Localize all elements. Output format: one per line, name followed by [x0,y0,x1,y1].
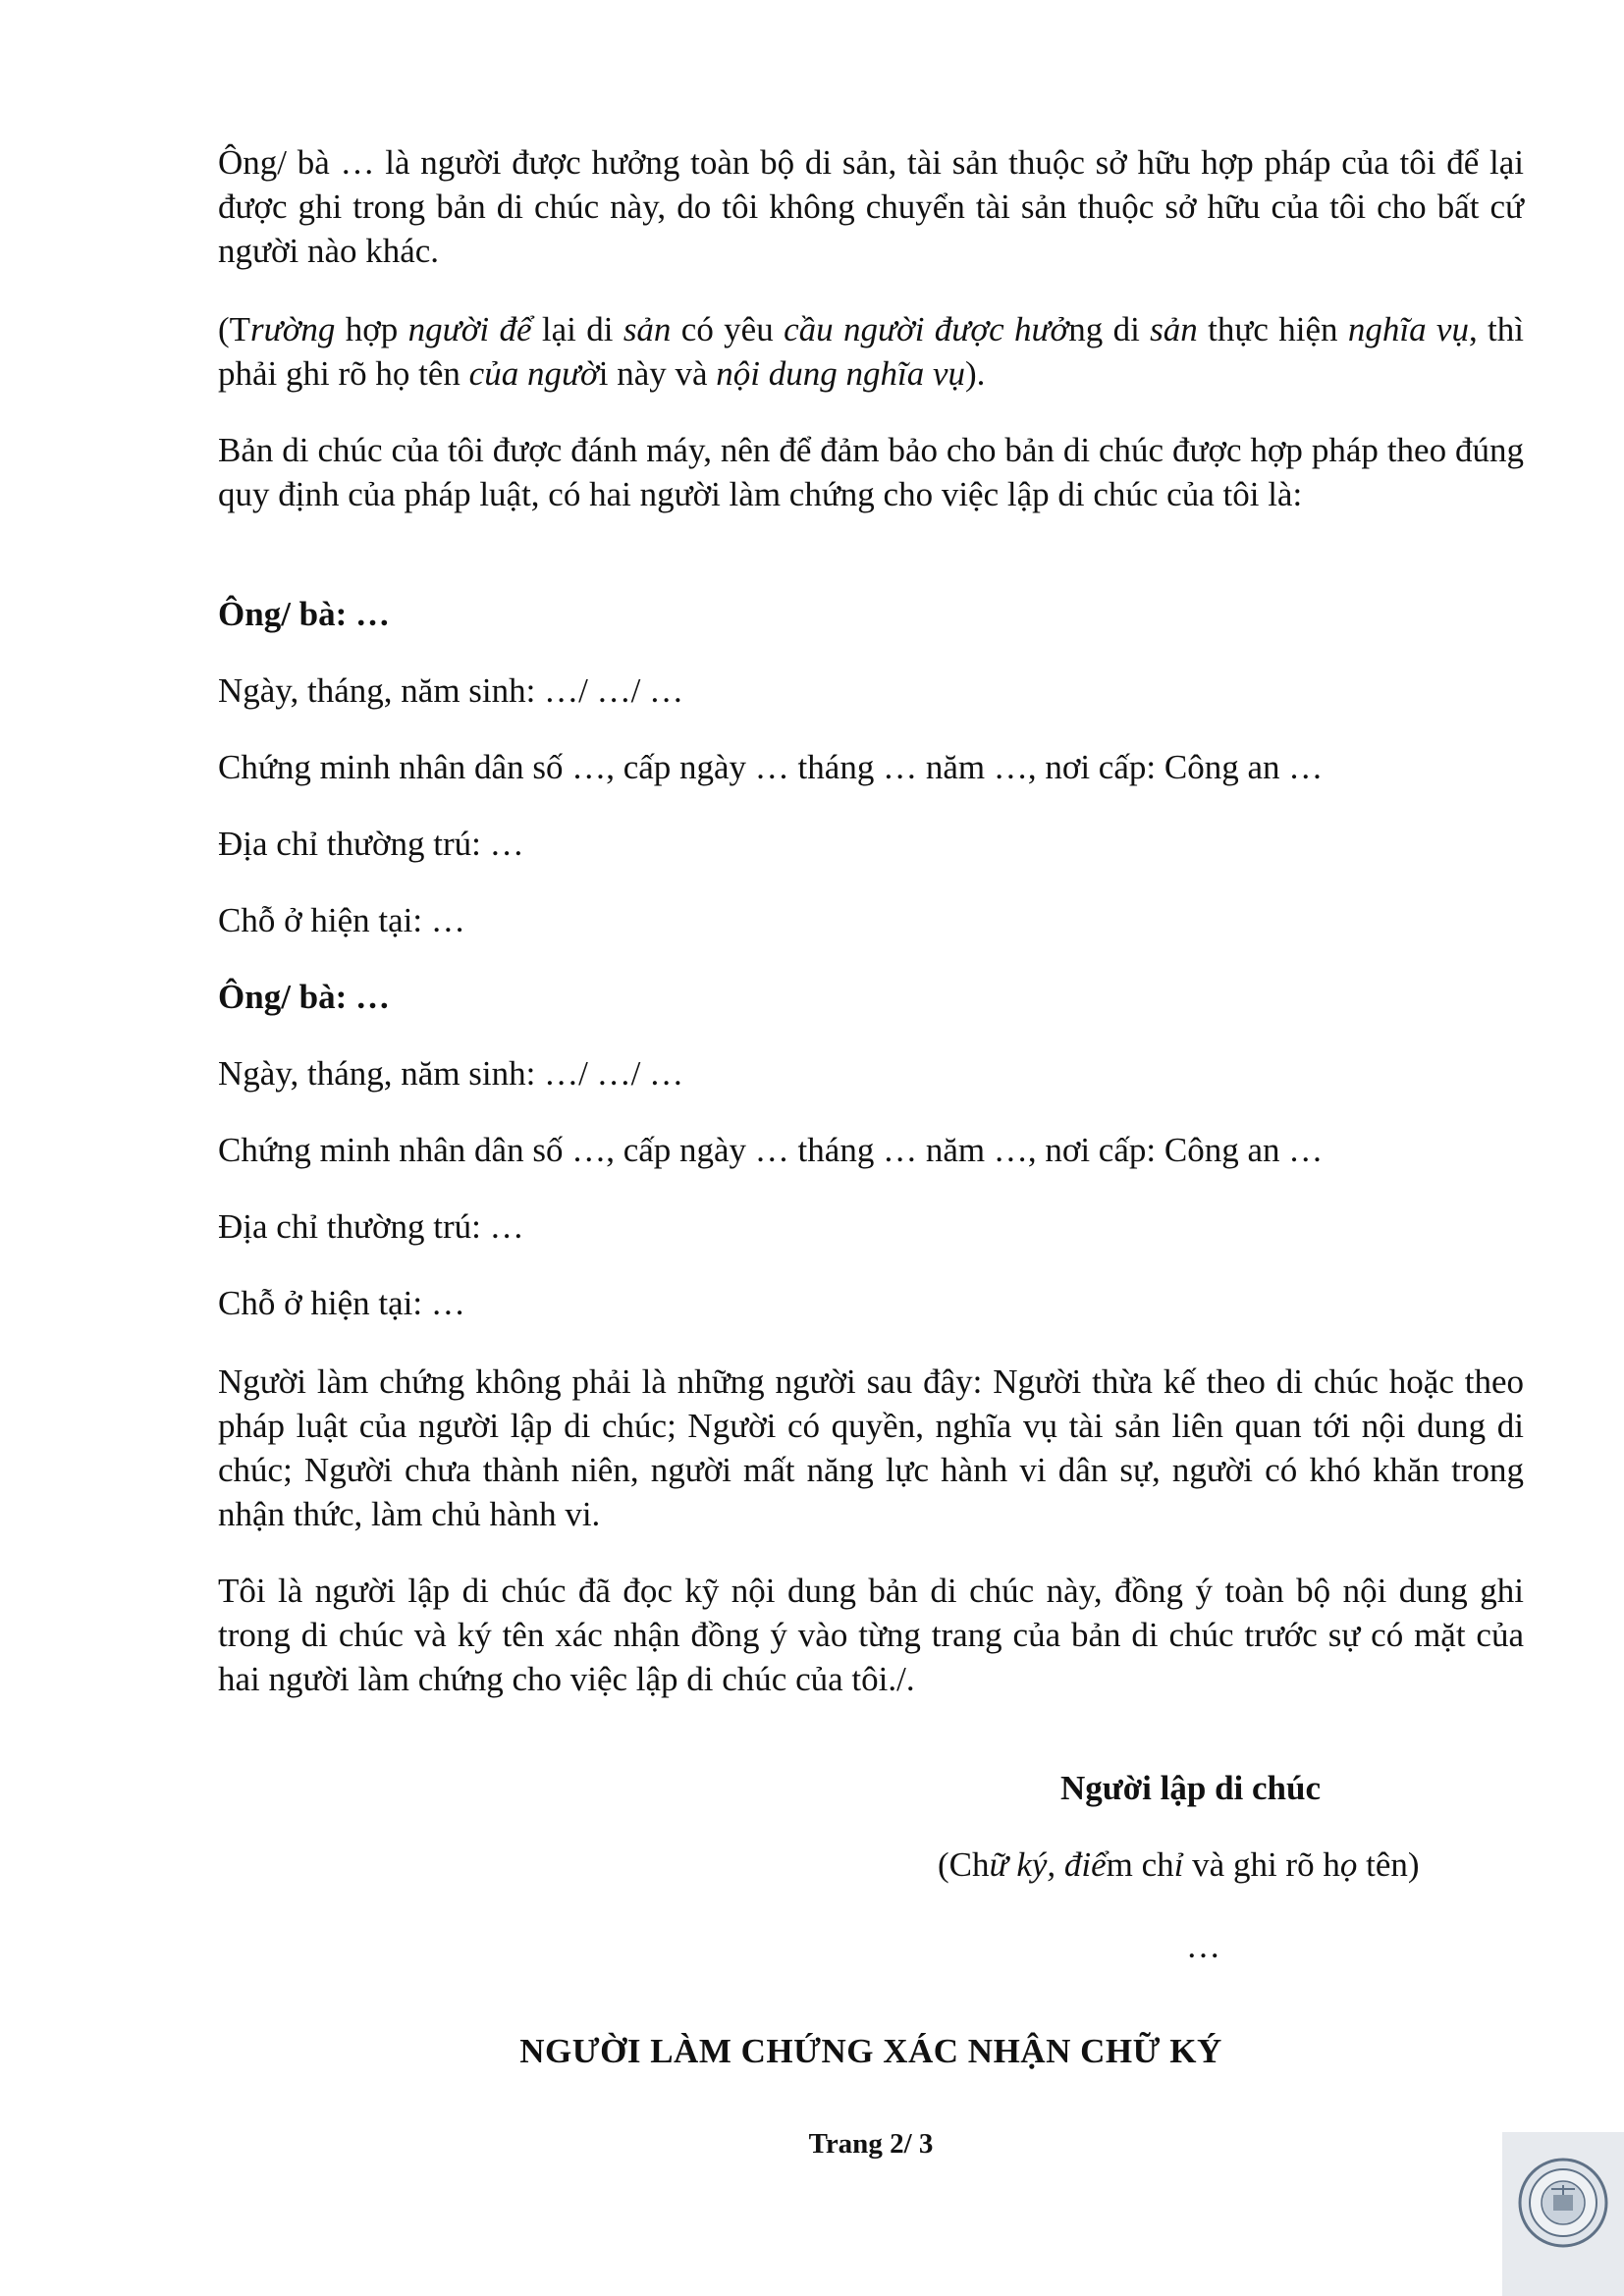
witness-confirmation-heading: NGƯỜI LÀM CHỨNG XÁC NHẬN CHỮ KÝ [519,2032,1222,2070]
signature-title: Người lập di chúc [1060,1769,1322,1807]
witness-2-dob: Ngày, tháng, năm sinh: …/ …/ … [218,1054,684,1093]
notary-seal-icon [1518,2158,1608,2248]
signature-placeholder: … [1186,1927,1220,1965]
witness-1-heading: Ông/ bà: … [218,595,391,633]
witness-2-id-card: Chứng minh nhân dân số …, cấp ngày … tháng … năm …, nơi cấp: Công an … [218,1131,1324,1169]
witness-1-dob: Ngày, tháng, năm sinh: …/ …/ … [218,671,684,710]
signature-note: (Chữ ký, điểm chỉ và ghi rõ họ tên) [938,1845,1420,1884]
witness-1-current-residence: Chỗ ở hiện tại: … [218,901,465,939]
page-number: Trang 2/ 3 [808,2128,934,2160]
beneficiary-paragraph: Ông/ bà … là người được hưởng toàn bộ di sản, tài sản thuộc sở hữu hợp pháp của tôi để lại được ghi trong bản di chúc này, do tôi không chuyển tài sản thuộc sở hữu của tôi cho bất cứ người nào khác. [218,143,1524,270]
typed-will-paragraph: Bản di chúc của tôi được đánh máy, nên để đảm bảo cho bản di chúc được hợp pháp theo đúng quy định của pháp luật, có hai người làm chứng cho việc lập di chúc của tôi là: [218,431,1524,513]
witness-2-address: Địa chỉ thường trú: … [218,1207,524,1246]
witness-2-current-residence: Chỗ ở hiện tại: … [218,1284,465,1322]
witness-1-address: Địa chỉ thường trú: … [218,825,524,863]
witness-1-id-card: Chứng minh nhân dân số …, cấp ngày … tháng … năm …, nơi cấp: Công an … [218,748,1324,786]
testator-confirmation-paragraph: Tôi là người lập di chúc đã đọc kỹ nội dung bản di chúc này, đồng ý toàn bộ nội dung ghi trong di chúc và ký tên xác nhận đồng ý vào từng trang của bản di chúc trước sự có mặt của hai người làm chứng cho việc lập di chúc của tôi./. [218,1572,1524,1698]
witness-eligibility-paragraph: Người làm chứng không phải là những người sau đây: Người thừa kế theo di chúc hoặc theo pháp luật của người lập di chúc; Người có quyền, nghĩa vụ tài sản liên quan tới nội dung di chúc; Người chưa thành niên, người mất năng lực hành vi dân sự, người có khó khăn trong nhận thức, làm chủ hành vi. [218,1362,1524,1533]
notary-seal-watermark [1502,2132,1624,2296]
witness-2-heading: Ông/ bà: … [218,978,391,1016]
obligation-note-paragraph: (Trường hợp người để lại di sản có yêu cầu người được hưởng di sản thực hiện nghĩa vụ, thì phải ghi rõ họ tên của người này và nội dung nghĩa vụ). [218,310,1525,393]
